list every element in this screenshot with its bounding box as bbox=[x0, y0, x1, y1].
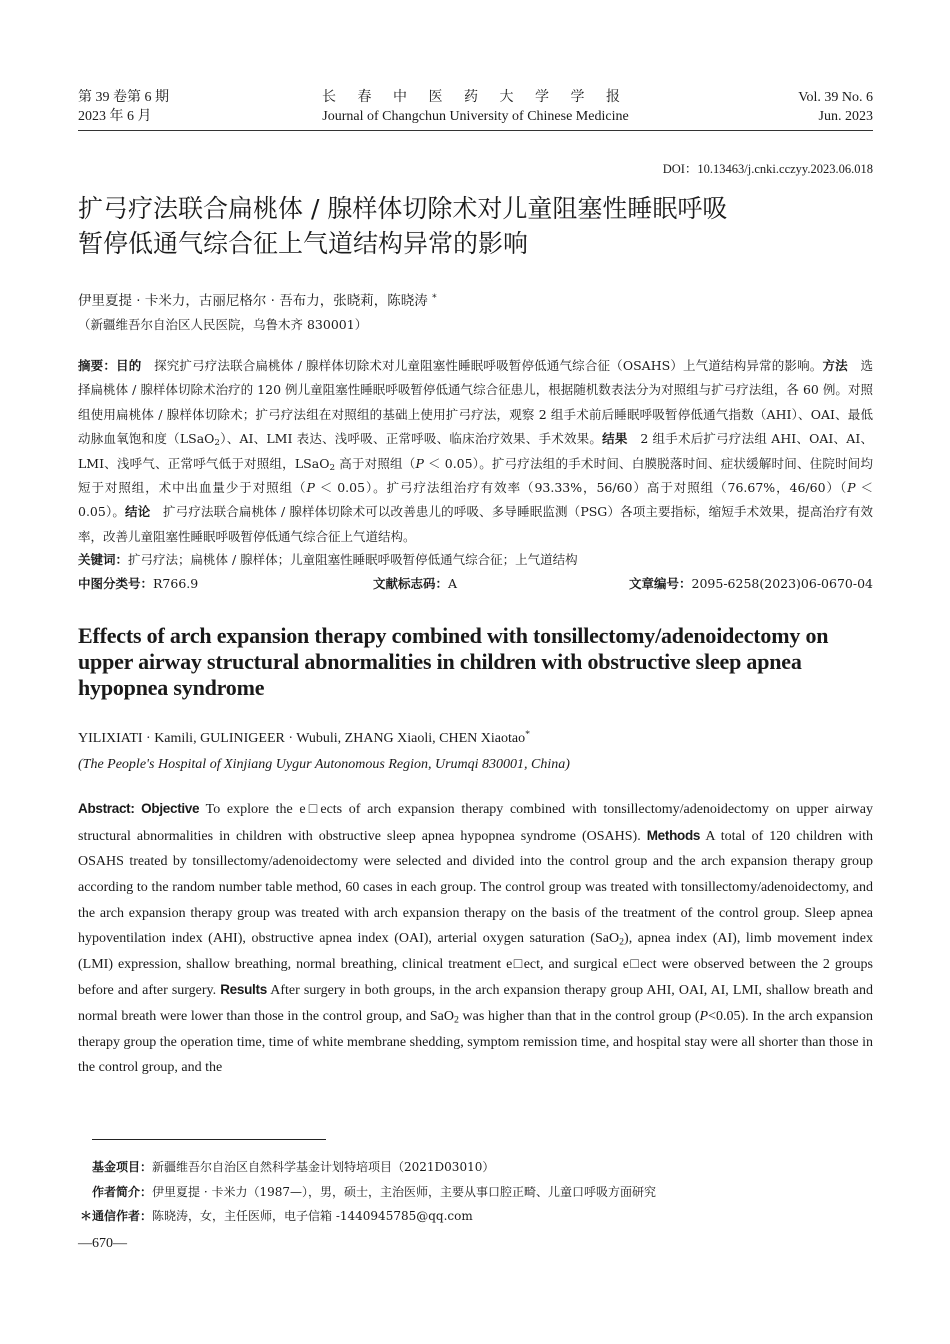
document-code bbox=[373, 573, 457, 595]
methods-cn-a: 选择扁桃体 / 腺样体切除术治疗的 120 例儿童阻塞性睡眠呼吸暂停低通气综合征患儿，根据随机数表法分为对照组与扩弓疗法组，各 60 例。对照组使用扁桃体 / 腺样体切除术；扩弓疗法组在对照组的基础上使用扩弓疗法，观察 2 组手术前后睡眠呼吸暂停低通气指数（AHI）、OAI、最低动脉血氧饱和度（LSaO bbox=[78, 358, 873, 447]
methods-en-b: ), apnea index (AI), limb movement index (LMI) expression, shallow breathing, normal breathing, clinical treatment e□ect, and surgical e□ect were observed between the 2 groups before and after surgery. bbox=[78, 931, 873, 999]
methods-cn-label: 方法 bbox=[822, 358, 848, 373]
authors-en bbox=[78, 729, 873, 749]
authors-en-names: YILIXIATI · Kamili, GULINIGEER · Wubuli, ZHANG Xiaoli, CHEN Xiaotao bbox=[78, 731, 526, 747]
abstract-en bbox=[78, 796, 873, 1081]
title-en: Effects of arch expansion therapy combined with tonsillectomy/adenoidectomy on upper airway structural abnormalities in children with obstructive sleep apnea hypopnea syndrome bbox=[78, 623, 829, 701]
header-right bbox=[798, 88, 873, 126]
objective-en: To explore the e□ects of arch expansion therapy combined with tonsillectomy/adenoidectomy on upper airway structural abnormalities in children with obstructive sleep apnea hypopnea syndrome (OSAHS). bbox=[78, 802, 873, 844]
results-en-p: P bbox=[699, 1009, 709, 1024]
volume-issue-cn: 第 39 卷第 6 期 bbox=[78, 90, 169, 105]
methods-en-label: Methods bbox=[646, 827, 701, 843]
footnotes bbox=[80, 1155, 657, 1229]
results-en-b: was higher than that in the control group ( bbox=[458, 1009, 700, 1024]
results-cn-sub: 2 bbox=[329, 462, 336, 473]
title-cn-line1: 扩弓疗法联合扁桃体 / 腺样体切除术对儿童阻塞性睡眠呼吸 bbox=[78, 194, 728, 223]
conclusion-cn-label: 结论 bbox=[125, 504, 151, 520]
doi[interactable]: DOI：10.13463/j.cnki.cczyy.2023.06.018 bbox=[662, 162, 873, 176]
article-label: 文章编号： bbox=[629, 576, 692, 592]
results-cn-b: 高于对照组（ bbox=[335, 455, 416, 471]
journal-name-cn: 长 春 中 医 药 大 学 学 报 bbox=[322, 90, 629, 105]
corresponding-note bbox=[80, 1204, 656, 1229]
clc-label: 中图分类号： bbox=[78, 576, 154, 592]
fund-label: 基金项目： bbox=[92, 1160, 153, 1174]
keywords-cn-text: 扩弓疗法；扁桃体 / 腺样体；儿童阻塞性睡眠呼吸暂停低通气综合征；上气道结构 bbox=[128, 552, 578, 568]
conclusion-cn: 扩弓疗法联合扁桃体 / 腺样体切除术可以改善患儿的呼吸、多导睡眠监测（PSG）各项主要指标，缩短手术效果，提高治疗有效率，改善儿童阻塞性睡眠呼吸暂停低通气综合征上气道结构。 bbox=[78, 504, 873, 544]
affiliation-en: (The People's Hospital of Xinjiang Uygur Autonomous Region, Urumqi 830001, China) bbox=[78, 757, 570, 773]
author-label: 作者简介： bbox=[92, 1184, 153, 1199]
objective-cn: 探究扩弓疗法联合扁桃体 / 腺样体切除术对儿童阻塞性睡眠呼吸暂停低通气综合征（OSAHS）上气道结构异常的影响。 bbox=[141, 358, 823, 373]
clc-code bbox=[78, 573, 198, 595]
objective-cn-label: 目的 bbox=[116, 358, 142, 373]
date-en: Jun. 2023 bbox=[818, 109, 873, 124]
title-cn-line2: 暂停低通气综合征上气道结构异常的影响 bbox=[78, 229, 529, 258]
corr-label: ＊通信作者： bbox=[80, 1209, 153, 1223]
results-cn-d: ＜ 0.05）。扩弓疗法组治疗有效率（93.33%，56/60）高于对照组（76.67%，46/60）（ bbox=[314, 480, 848, 496]
journal-name-en: Journal of Changchun University of Chinese Medicine bbox=[322, 109, 629, 124]
doc-label: 文献标志码： bbox=[373, 576, 449, 592]
results-cn-a: 2 组手术后扩弓疗法组 AHI、OAI、AI、LMI、浅呼气、正常呼气低于对照组，LSaO bbox=[78, 431, 873, 471]
results-en-label: Results bbox=[220, 982, 267, 998]
date-cn: 2023 年 6 月 bbox=[78, 109, 152, 124]
results-en-sub: 2 bbox=[453, 1014, 459, 1026]
methods-cn-sub: 2 bbox=[214, 438, 220, 449]
classification-row bbox=[78, 573, 873, 595]
results-cn-label: 结果 bbox=[602, 431, 628, 447]
objective-en-label: Abstract: Objective bbox=[78, 801, 200, 817]
corresponding-mark: * bbox=[432, 292, 437, 304]
authors-cn bbox=[78, 291, 873, 311]
keywords-cn bbox=[78, 549, 873, 571]
methods-cn-b: ）、AI、LMI 表达、浅呼吸、正常呼吸、临床治疗效果、手术效果。 bbox=[220, 431, 603, 447]
results-cn-c: ＜ 0.05）。扩弓疗法组的手术时间、白膜脱落时间、症状缓解时间、住院时间均短于对照组，术中出血量少于对照组（ bbox=[78, 455, 873, 496]
article-page bbox=[78, 88, 873, 1081]
abstract-cn bbox=[78, 354, 873, 549]
corresponding-mark-en: * bbox=[525, 729, 530, 741]
results-cn-p1: P bbox=[415, 455, 424, 471]
results-en-c: <0.05). In the arch expansion therapy group the operation time, time of white membrane shedding, symptom remission time, and hospital stay were all shorter than those in the control group, and the bbox=[78, 1009, 873, 1076]
fund-note bbox=[92, 1155, 656, 1180]
fund-text: 新疆维吾尔自治区自然科学基金计划特培项目（2021D03010） bbox=[152, 1160, 495, 1174]
results-cn-p3: P bbox=[847, 480, 856, 496]
results-en-a: After surgery in both groups, in the arch expansion therapy group AHI, OAI, AI, LMI, shallow breath and normal breath were lower than those in the control group, and SaO bbox=[78, 983, 874, 1024]
article-value: 2095-6258(2023)06-0670-04 bbox=[691, 576, 873, 592]
author-note bbox=[92, 1180, 656, 1205]
footnote-rule bbox=[92, 1139, 326, 1140]
results-cn-p2: P bbox=[306, 480, 315, 496]
keywords-cn-label: 关键词： bbox=[78, 552, 129, 568]
article-id bbox=[629, 573, 873, 595]
running-header bbox=[78, 88, 873, 126]
author-text: 伊里夏提 · 卡米力（1987—），男，硕士，主治医师，主要从事口腔正畸、儿童口呼吸方面研究 bbox=[152, 1184, 657, 1199]
title-cn bbox=[78, 191, 873, 261]
header-center bbox=[78, 88, 873, 126]
affiliation-cn: （新疆维吾尔自治区人民医院，乌鲁木齐 830001） bbox=[78, 317, 368, 332]
doc-value: A bbox=[448, 576, 458, 592]
methods-en-a: A total of 120 children with OSAHS treated by tonsillectomy/adenoidectomy were selected and divided into the control group and the arch expansion therapy group according to the random number table method, 60 cases in each group. The control group was treated with tonsillectomy/adenoidectomy, and the arch expansion therapy group was treated with arch expansion therapy on the basis of the treatment of the control group. Sleep apnea hypoventilation index (AHI), obstructive apnea index (OAI), arterial oxygen saturation (SaO bbox=[78, 828, 873, 947]
authors-cn-names: 伊里夏提 · 卡米力，古丽尼格尔 · 吾布力，张晓莉，陈晓涛 bbox=[78, 293, 428, 309]
volume-issue-en: Vol. 39 No. 6 bbox=[798, 90, 873, 105]
methods-en-sub: 2 bbox=[619, 936, 625, 948]
clc-value: R766.9 bbox=[153, 576, 199, 592]
results-cn-e: ＜ 0.05）。 bbox=[78, 480, 873, 520]
header-rule bbox=[78, 130, 873, 131]
corr-text: 陈晓涛，女，主任医师，电子信箱 -1440945785@qq.com bbox=[152, 1209, 473, 1223]
page-number: —670— bbox=[78, 1236, 127, 1251]
abstract-cn-label: 摘要： bbox=[78, 358, 117, 373]
